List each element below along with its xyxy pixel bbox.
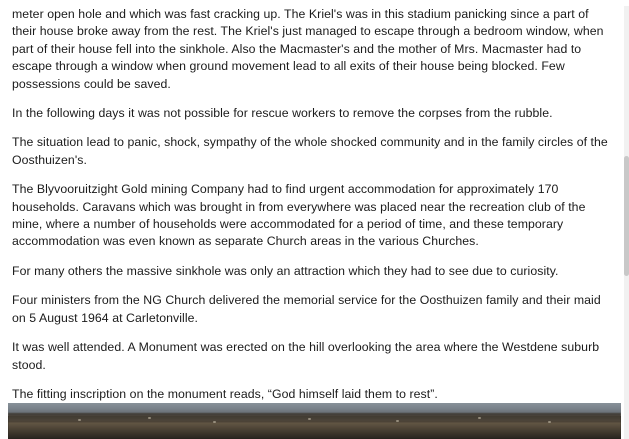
- photograph-foreground: [8, 422, 621, 439]
- scrollbar[interactable]: [624, 6, 629, 439]
- photograph-detail: [78, 419, 81, 421]
- photograph-content: [8, 403, 621, 439]
- scrollbar-thumb[interactable]: [624, 156, 629, 276]
- document-page: [0, 6, 629, 439]
- article-body: [0, 6, 629, 403]
- photograph: [8, 403, 621, 439]
- paragraph: Four ministers from the NG Church delivered the memorial service for the Oosthuizen family and their maid on 5 August 1964 at Carletonville.: [12, 293, 601, 325]
- photograph-detail: [548, 421, 551, 423]
- paragraph: It was well attended. A Monument was erected on the hill overlooking the area where the Westdene suburb stood.: [12, 340, 600, 372]
- paragraph: meter open hole and which was fast cracking up. The Kriel's was in this stadium panicking since a part of their house broke away from the rest. The Kriel's just managed to escape through a bedroom window, when part of their house fell into the sinkhole. Also the Macmaster's and the mother of Mrs. Macmaster had to escape through a window when ground movement lead to all exits of their house being blocked. Few possessions could be saved.: [12, 7, 604, 91]
- photograph-detail: [213, 421, 216, 423]
- photograph-detail: [308, 418, 311, 420]
- paragraph: The fitting inscription on the monument reads, “God himself laid them to rest”.: [12, 386, 438, 401]
- photograph-detail: [148, 417, 151, 419]
- photograph-detail: [478, 417, 481, 419]
- photograph-detail: [396, 420, 399, 422]
- paragraph: In the following days it was not possible for rescue workers to remove the corpses from the rubble.: [12, 106, 553, 121]
- paragraph: The situation lead to panic, shock, sympathy of the whole shocked community and in the family circles of the Oosthuizen's.: [12, 135, 608, 167]
- paragraph: The Blyvooruitzight Gold mining Company had to find urgent accommodation for approximately 170 households. Caravans which was brought in from everywhere was placed near the recreation club of the mine, where a number of households were accommodated for a period of time, and these temporary accommodation was even known as separate Church areas in the various Churches.: [12, 182, 586, 249]
- paragraph: For many others the massive sinkhole was only an attraction which they had to see due to curiosity.: [12, 263, 559, 278]
- photograph-horizon: [8, 413, 621, 422]
